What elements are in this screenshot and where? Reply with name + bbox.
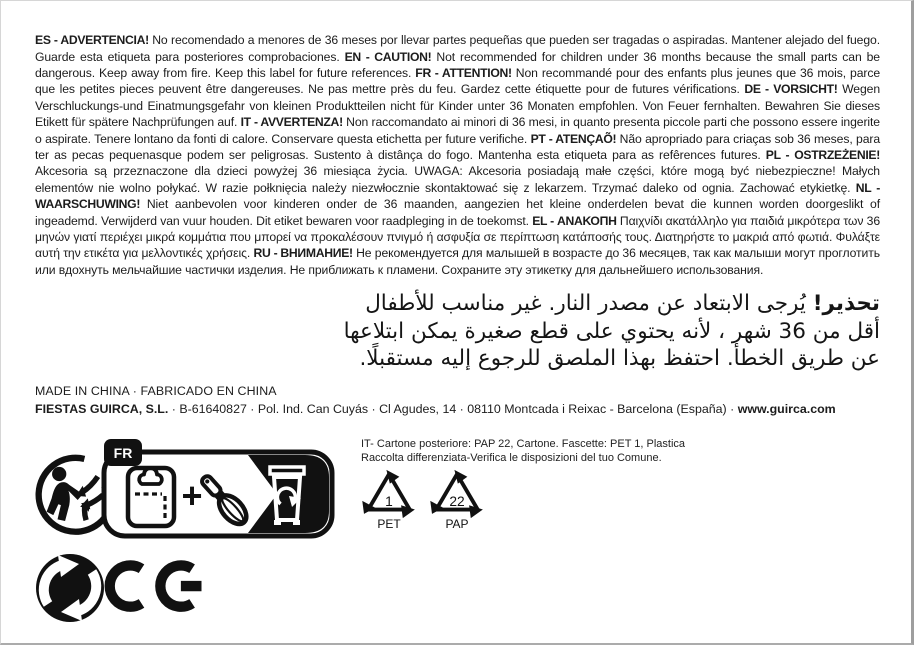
manufacturer-name: FIESTAS GUIRCA, S.L. <box>35 401 169 416</box>
pet-recycling-code <box>361 469 417 531</box>
it-sorting-note-line1: IT- Cartone posteriore: PAP 22, Cartone. Fascette: PET 1, Plastica <box>361 438 686 450</box>
warning-text: ES - ADVERTENCIA! No recomendado a menores de 36 meses por llevar partes pequeñas que pueden ser tragadas o aspiradas. Mantener alejado del fuego. Guarde esta etiqueta para posteriores comprobaciones. EN - CAUTION! Not recommended for children under 36 months because the small parts can be dangerous. Keep away from fire. Keep this label for future references. FR - ATTENTION! Non recommandé pour des enfants plus jeunes que 36 mois, parce que les petites pieces peuvent être dangereuses. Ne pas mettre près du feu. Gardez cette étiquette pour de futures vérifications. DE - VORSICHT! Wegen Verschluckungs-und Einatmungsgefahr von kleinen Produktteilen nicht für Kinder unter 36 Monaten empfohlen. Von Feuer fernhalten. Bewahren Sie dieses Etikett für spätere Nachprüfungen auf. IT - AVVERTENZA! Non raccomandato ai minori di 36 mesi, in quanto presenta piccole parti che possono essere ingerite o aspirate. Tenere lontano da fonti di calore. Conservare questa etichetta per future verifiche. PT - ATENÇAÕ! Não apropriado para criaças sob 36 meses, para ter as pecas pequenasque podem ser peligrosas. Sustento à distânça do fogo. Mantenha esta etiqueta para as refêrences futures. PL - OSTRZEŻENIE! Akcesoria są przeznaczone dla dzieci powyżej 36 miesiąca życia. UWAGA: Akcesoria posiadają małe części, które mogą być niebezpieczne! Małych elementów nie wolno połykać. W razie połknięcia należy niezwłocznie skontaktować się z lekarzem. Trzymać daleko od ognia. Zachować etykietkę. NL - WAARSCHUWING! Niet aanbevolen voor kinderen onder de 36 maanden, aangezien het kleine onderdelen bevat die kunnen worden doorgeslikt of ingeademd. Verwijderd van vuur houden. Dit etiket bewaren voor raadpleging in de toekomst. EL - ΑΝΑΚΟΠΗ Παιχνίδι ακατάλληλο για παιδιά μικρότερα των 36 μηνών γιατί περιέχει μικρά κομμάτια που μπορεί να προκαλέσουν πνιγμό ή ασφυξία σε περίπτωση κατάποσής τους. Διατηρήστε το μακριά από φωτιά. Φυλάξτε αυτή την ετικέτα για μελλοντικές χρήσεις. RU - ВНИМАНИЕ! Не рекомендуется для малышей в возрасте до 36 месяцев, так как малыши могут проглотить или вдохнуть мельчайшие частички изделия. Не приближать к пламени. Сохраните эту этикетку для дальнейшего использования. <box>35 33 881 277</box>
fr-country-tab <box>104 439 142 466</box>
green-dot-icon <box>34 552 106 624</box>
fr-tab-label: FR <box>113 445 133 461</box>
ce-mark <box>104 557 209 617</box>
pap-recycling-code <box>429 469 485 531</box>
code-number: 1 <box>385 494 393 510</box>
arabic-warning-body: يُرجى الابتعاد عن مصدر النار. غير مناسب للأطفال أقل من 36 شهر ، لأنه يحتوي على قطع صغيرة يمكن ابتلاعها عن طريق الخطأ. احتفظ بهذا الملصق للرجوع إليه مستقبلًا. <box>343 291 880 372</box>
info-tri-sorting-box <box>101 438 336 540</box>
arabic-warning-text <box>335 290 880 373</box>
recycle-triangle-icon <box>361 469 417 519</box>
code-number: 22 <box>449 494 465 510</box>
manufacturer-line <box>35 402 880 416</box>
made-in-line: MADE IN CHINA · FABRICADO EN CHINA <box>35 383 277 398</box>
recycling-codes <box>361 469 485 531</box>
plus-sign: + <box>181 475 203 516</box>
manufacturer-website: www.guirca.com <box>737 401 836 416</box>
manufacturer-address: · B-61640827 · Pol. Ind. Can Cuyás · Cl Agudes, 14 · 08110 Montcada i Reixac - Barcelona (España) · <box>168 401 738 416</box>
recycle-triangle-icon <box>429 469 485 519</box>
code-material: PAP <box>445 517 469 531</box>
blister-card-icon <box>128 468 174 526</box>
it-sorting-note <box>361 438 685 466</box>
it-sorting-note-line2: Raccolta differenziata-Verifica le disposizioni del tuo Comune. <box>361 451 662 464</box>
arabic-warning-lead: تحذير! <box>812 291 880 317</box>
code-material: PET <box>377 517 401 531</box>
